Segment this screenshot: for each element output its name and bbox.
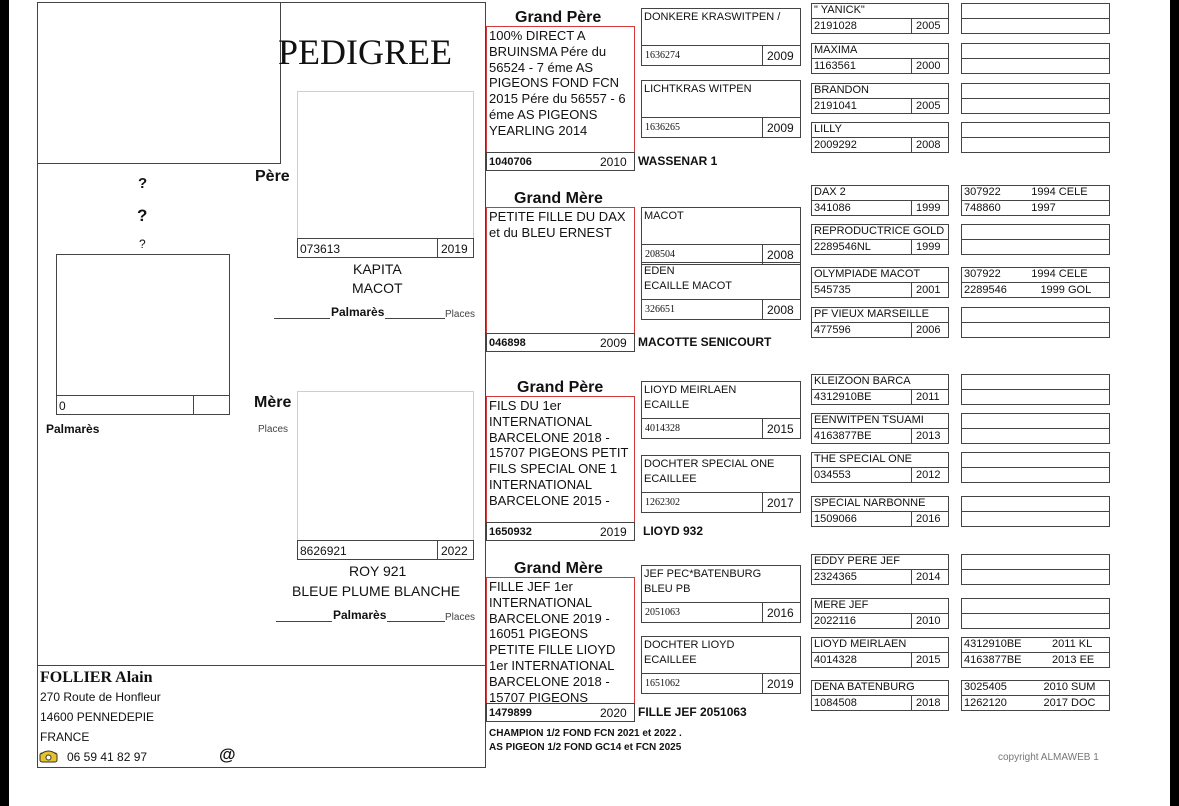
g4-year-divider: [911, 695, 912, 711]
g4-ring: 2009292: [814, 139, 857, 151]
ggp-divider: [641, 492, 801, 493]
mere-palmares-line-2: [387, 621, 445, 622]
g4-divider: [811, 18, 949, 19]
g5-divider: [961, 282, 1110, 283]
g5-divider: [961, 18, 1110, 19]
g4-divider: [811, 695, 949, 696]
g4-year-divider: [911, 613, 912, 629]
gp1-year: 2010: [600, 155, 627, 169]
gm1-name: MACOTTE SENICOURT: [638, 335, 772, 349]
mere-ring: 8626921: [300, 544, 347, 558]
mere-places-left: Places: [258, 424, 289, 435]
owner-name: FOLLIER Alain: [40, 669, 153, 686]
gp1-ring: 1040706: [489, 156, 532, 168]
g4-year: 2011: [916, 391, 940, 403]
pere-label: Père: [255, 168, 290, 185]
g4-year: 2005: [916, 20, 941, 32]
pere-places-label: Places: [445, 309, 476, 320]
g4-year-divider: [911, 282, 912, 298]
ggp-ring: 208504: [645, 249, 675, 260]
g4-divider: [811, 613, 949, 614]
ggp-name: DOCHTER LIOYD: [644, 639, 735, 651]
g4-divider: [811, 137, 949, 138]
g4-year-divider: [911, 569, 912, 585]
g4-name: LILLY: [814, 123, 842, 135]
pere-ring-divider: [437, 238, 438, 258]
g4-ring: 1163561: [814, 60, 857, 72]
ggp-year: 2015: [767, 422, 794, 436]
g5-divider: [961, 137, 1110, 138]
g5-divider: [961, 652, 1110, 653]
g4-name: EDDY PERE JEF: [814, 555, 900, 567]
pere-palmares-line-2: [385, 318, 445, 319]
g4-year: 2006: [916, 324, 941, 336]
g4-name: BRANDON: [814, 84, 870, 96]
ggp-divider: [641, 673, 801, 674]
g4-name: PF VIEUX MARSEILLE: [814, 308, 929, 320]
owner-address-1: 270 Route de Honfleur: [40, 690, 161, 704]
g5-divider: [961, 613, 1110, 614]
owner-phone: 06 59 41 82 97: [67, 750, 148, 764]
ggp-divider: [641, 602, 801, 603]
ggp-year-divider: [762, 299, 763, 320]
g4-name: MERE JEF: [814, 599, 869, 611]
right-edge: [1170, 0, 1179, 806]
subject-question-3: ?: [139, 237, 146, 251]
subject-ring-value: 0: [59, 399, 66, 413]
ggp-name-2: ECAILLEE: [644, 654, 697, 666]
g4-ring: 1084508: [814, 697, 857, 709]
mere-ring-divider: [437, 540, 438, 560]
g4-year-divider: [911, 18, 912, 34]
mere-label: Mère: [254, 394, 292, 411]
ggp-name: JEF PEC*BATENBURG: [644, 568, 762, 580]
g4-divider: [811, 569, 949, 570]
g5-top: 307922 1994 CELE: [964, 186, 1088, 198]
left-edge: [0, 0, 9, 806]
ggp-ring: 326651: [645, 304, 675, 315]
subject-photo-box: [56, 254, 230, 396]
ggp-year: 2017: [767, 496, 794, 510]
gm2-year: 2020: [600, 706, 627, 720]
g4-name: OLYMPIADE MACOT: [814, 268, 921, 280]
g4-name: DAX 2: [814, 186, 846, 198]
ggp-year: 2009: [767, 49, 794, 63]
ggp-ring: 4014328: [645, 423, 680, 434]
g4-ring: 477596: [814, 324, 851, 336]
gp2-notes: FILS DU 1er INTERNATIONAL BARCELONE 2018 - 15707 PIGEONS PETIT FILS SPECIAL ONE 1 INTERNATIONAL BARCELONE 2015 -: [489, 398, 629, 508]
ggp-year: 2008: [767, 248, 794, 262]
g4-year: 1999: [916, 241, 941, 253]
photo-placeholder: [37, 2, 281, 164]
g5-bottom: 2289546 1999 GOL: [964, 284, 1092, 296]
g4-ring: 545735: [814, 284, 851, 296]
g4-name: LIOYD MEIRLAEN: [814, 638, 907, 650]
g4-ring: 2289546NL: [814, 241, 871, 253]
g4-divider: [811, 239, 949, 240]
gp1-label: Grand Père: [515, 9, 602, 26]
g4-name: SPECIAL NARBONNE: [814, 497, 926, 509]
g5-bottom: 1262120 2017 DOC: [964, 697, 1096, 709]
ggp-name-2: ECAILLE MACOT: [644, 280, 733, 292]
g4-ring: 2191028: [814, 20, 857, 32]
g4-year-divider: [911, 389, 912, 405]
g4-name: REPRODUCTRICE GOLD: [814, 225, 945, 237]
ggp-ring: 2051063: [645, 607, 680, 618]
g4-year-divider: [911, 200, 912, 216]
g4-year: 2013: [916, 430, 941, 442]
gp2-ring: 1650932: [489, 526, 532, 538]
ggp-year-divider: [762, 45, 763, 66]
g4-name: KLEIZOON BARCA: [814, 375, 911, 387]
ggp-divider: [641, 299, 801, 300]
ggp-name: DONKERE KRASWITPEN /: [644, 11, 781, 23]
pere-ring: 073613: [300, 242, 341, 256]
g4-year-divider: [911, 98, 912, 114]
gp2-name: LIOYD 932: [643, 524, 704, 538]
ggp-year: 2019: [767, 677, 794, 691]
g4-ring: 2191041: [814, 100, 857, 112]
mere-year: 2022: [441, 544, 468, 558]
g5-bottom: 748860 1997: [964, 202, 1056, 214]
ggp-year-divider: [762, 492, 763, 513]
g5-divider: [961, 428, 1110, 429]
g4-year-divider: [911, 322, 912, 338]
g4-year: 2015: [916, 654, 941, 666]
champion-line-1: CHAMPION 1/2 FOND FCN 2021 et 2022 .: [489, 728, 682, 739]
g4-name: DENA BATENBURG: [814, 681, 915, 693]
ggp-name: MACOT: [644, 210, 684, 222]
g4-year-divider: [911, 652, 912, 668]
g4-year-divider: [911, 467, 912, 483]
pere-palmares-line-1: [274, 318, 330, 319]
g5-divider: [961, 695, 1110, 696]
g4-year: 2000: [916, 60, 941, 72]
email-at-icon: @: [219, 745, 236, 764]
g5-top: 307922 1994 CELE: [964, 268, 1088, 280]
gm1-label: Grand Mère: [514, 190, 603, 207]
g5-divider: [961, 58, 1110, 59]
g4-ring: 2022116: [814, 615, 857, 627]
g5-divider: [961, 322, 1110, 323]
ggp-name: EDEN: [644, 265, 675, 277]
g4-year: 2010: [916, 615, 941, 627]
pere-photo-box: [297, 91, 474, 239]
ggp-divider: [641, 418, 801, 419]
subject-ring-divider: [193, 395, 194, 415]
ggp-name-2: ECAILLE: [644, 399, 690, 411]
gm2-label: Grand Mère: [514, 560, 603, 577]
g4-year: 2008: [916, 139, 941, 151]
g5-divider: [961, 98, 1110, 99]
mere-name-1: ROY 921: [349, 563, 407, 579]
g4-divider: [811, 428, 949, 429]
g4-name: " YANICK": [814, 4, 865, 16]
ggp-divider: [641, 117, 801, 118]
copyright: copyright ALMAWEB 1: [998, 752, 1099, 763]
g5-divider: [961, 569, 1110, 570]
g5-divider: [961, 389, 1110, 390]
g5-divider: [961, 467, 1110, 468]
page-title: PEDIGREE: [278, 32, 452, 72]
gp2-year: 2019: [600, 525, 627, 539]
subject-palmares-label: Palmarès: [46, 422, 100, 436]
g4-year-divider: [911, 137, 912, 153]
pere-name-1: KAPITA: [353, 261, 402, 277]
g4-ring: 4014328: [814, 654, 857, 666]
g4-divider: [811, 282, 949, 283]
ggp-year: 2008: [767, 303, 794, 317]
gm2-notes: FILLE JEF 1er INTERNATIONAL BARCELONE 2019 - 16051 PIGEONS PETITE FILLE LIOYD 1er INTERNATIONAL BARCELONE 2018 - 15707 PIGEONS: [489, 579, 616, 703]
g4-year: 2001: [916, 284, 941, 296]
g4-ring: 4312910BE: [814, 391, 872, 403]
ggp-year-divider: [762, 673, 763, 694]
owner-address-2: 14600 PENNEDEPIE: [40, 710, 155, 724]
owner-country: FRANCE: [40, 730, 90, 744]
g4-divider: [811, 58, 949, 59]
ggp-ring: 1636265: [645, 122, 680, 133]
owner-divider: [37, 665, 486, 666]
g4-divider: [811, 467, 949, 468]
g5-divider: [961, 200, 1110, 201]
champion-line-2: AS PIGEON 1/2 FOND GC14 et FCN 2025: [489, 742, 682, 753]
g4-divider: [811, 322, 949, 323]
g4-ring: 034553: [814, 469, 851, 481]
gm2-name: FILLE JEF 2051063: [638, 705, 747, 719]
pere-year: 2019: [441, 242, 468, 256]
g4-year: 1999: [916, 202, 941, 214]
mere-palmares-label: Palmarès: [333, 608, 387, 622]
ggp-name: LICHTKRAS WITPEN: [644, 83, 752, 95]
g4-divider: [811, 200, 949, 201]
ggp-ring: 1636274: [645, 50, 680, 61]
ggp-year: 2016: [767, 606, 794, 620]
g4-divider: [811, 511, 949, 512]
gm1-year: 2009: [600, 336, 627, 350]
pere-palmares-label: Palmarès: [331, 305, 385, 319]
ggp-year: 2009: [767, 121, 794, 135]
mere-places-label: Places: [445, 612, 476, 623]
ggp-ring: 1262302: [645, 497, 680, 508]
phone-icon: [39, 749, 58, 763]
ggp-year-divider: [762, 117, 763, 138]
g4-ring: 4163877BE: [814, 430, 872, 442]
gp1-name: WASSENAR 1: [638, 154, 718, 168]
g4-divider: [811, 652, 949, 653]
gm1-ring: 046898: [489, 337, 526, 349]
g5-top: 4312910BE 2011 KL: [964, 638, 1093, 650]
gp1-notes: 100% DIRECT A BRUINSMA Pére du 56524 - 7 éme AS PIGEONS FOND FCN 2015 Pére du 56557 - 6 éme AS PIGEONS YEARLING 2014: [489, 28, 626, 138]
g4-year-divider: [911, 239, 912, 255]
g4-year: 2005: [916, 100, 941, 112]
g4-year: 2016: [916, 513, 941, 525]
ggp-name: DOCHTER SPECIAL ONE: [644, 458, 775, 470]
ggp-divider: [641, 45, 801, 46]
g5-top: 3025405 2010 SUM: [964, 681, 1096, 693]
subject-question-1: ?: [138, 175, 148, 192]
g4-year-divider: [911, 511, 912, 527]
ggp-name-2: ECAILLEE: [644, 473, 697, 485]
g4-ring: 341086: [814, 202, 851, 214]
ggp-year-divider: [762, 602, 763, 623]
mere-name-2: BLEUE PLUME BLANCHE: [292, 583, 461, 599]
g4-ring: 1509066: [814, 513, 857, 525]
g4-divider: [811, 98, 949, 99]
ggp-year-divider: [762, 418, 763, 439]
pere-name-2: MACOT: [352, 280, 403, 296]
gm2-ring: 1479899: [489, 707, 532, 719]
ggp-divider: [641, 244, 801, 245]
g4-ring: 2324365: [814, 571, 857, 583]
g5-divider: [961, 511, 1110, 512]
subject-ring-box: [56, 395, 230, 415]
g5-divider: [961, 239, 1110, 240]
subject-question-2: ?: [137, 206, 148, 225]
g4-divider: [811, 389, 949, 390]
g4-name: THE SPECIAL ONE: [814, 453, 913, 465]
g4-name: MAXIMA: [814, 44, 858, 56]
g4-year: 2012: [916, 469, 941, 481]
g4-year-divider: [911, 428, 912, 444]
ggp-name-2: BLEU PB: [644, 583, 691, 595]
gm1-notes: PETITE FILLE DU DAX et du BLEU ERNEST: [489, 209, 626, 240]
g4-year: 2014: [916, 571, 941, 583]
mere-photo-box: [297, 391, 474, 541]
g5-bottom: 4163877BE 2013 EE: [964, 654, 1095, 666]
gp2-label: Grand Père: [517, 379, 604, 396]
ggp-ring: 1651062: [645, 678, 680, 689]
g4-year: 2018: [916, 697, 941, 709]
ggp-name: LIOYD MEIRLAEN: [644, 384, 737, 396]
g4-year-divider: [911, 58, 912, 74]
mere-palmares-line-1: [276, 621, 332, 622]
g4-name: EENWITPEN TSUAMI: [814, 414, 924, 426]
